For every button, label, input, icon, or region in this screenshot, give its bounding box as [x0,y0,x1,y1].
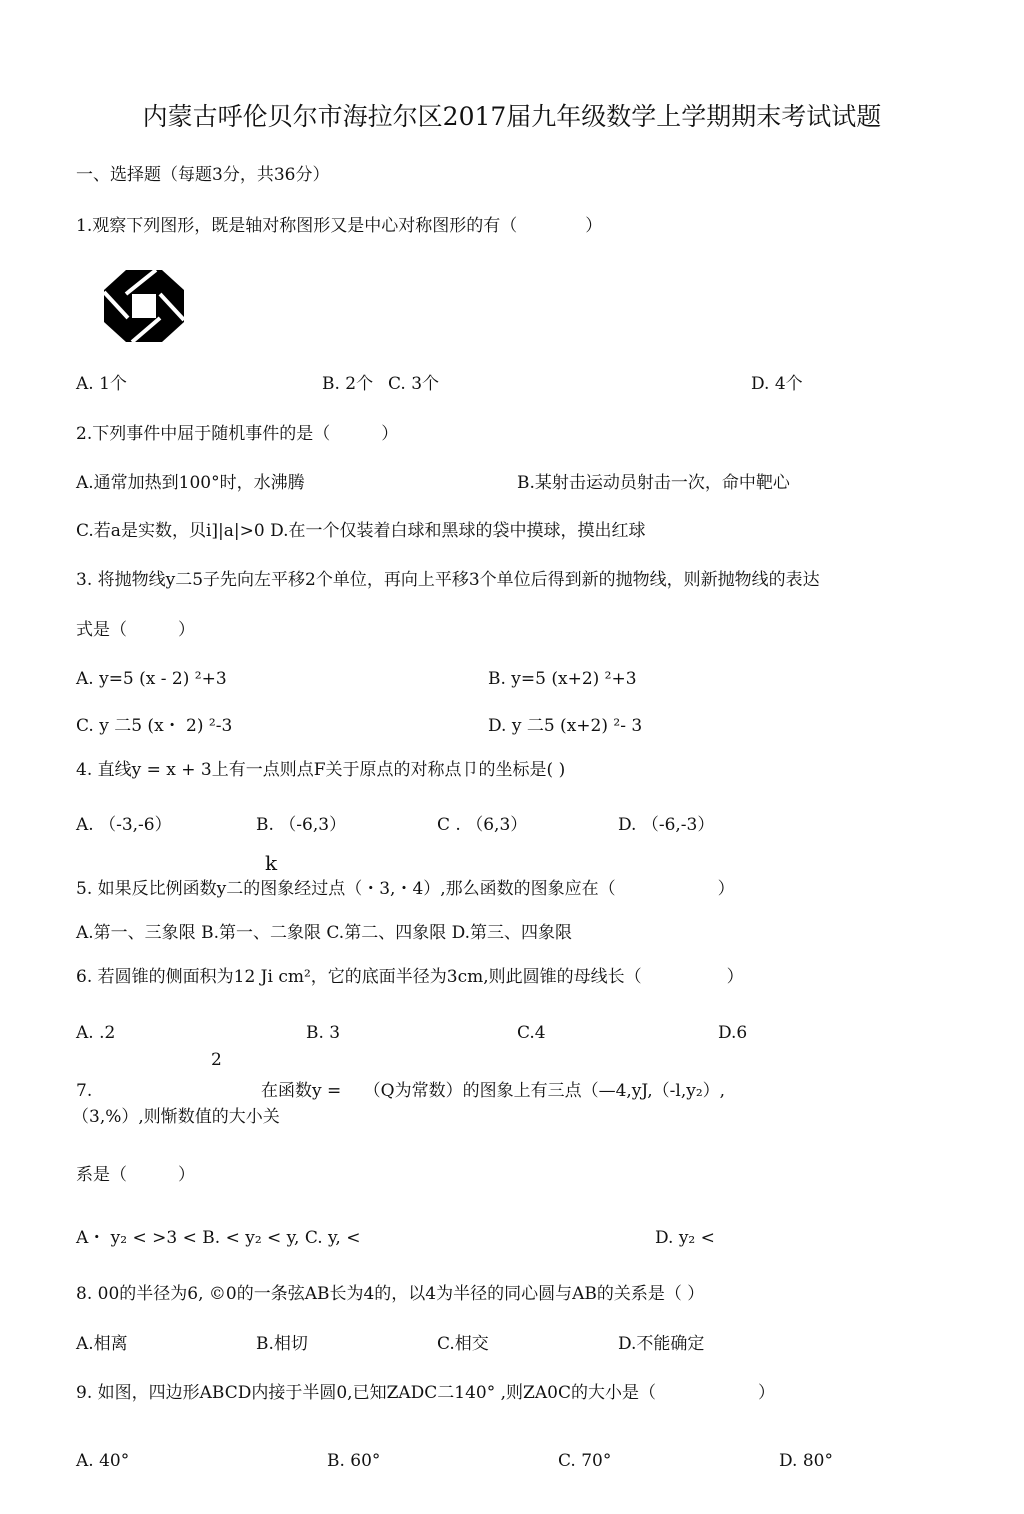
question-7-number: 7. [76,1081,93,1101]
question-3-stem-cont: 式是（ ） [76,620,195,640]
q7-option-d: D. y₂ < [655,1228,715,1248]
question-1-stem: 1.观察下列图形，既是轴对称图形又是中心对称图形的有（ ） [76,216,603,236]
question-6-stem: 6. 若圆锥的侧面积为12 Ji cm²，它的底面半径为3cm,则此圆锥的母线长（ ） [76,967,744,987]
q4-option-a: A. （-3,-6） [76,815,172,835]
q8-option-a: A.相离 [76,1334,128,1354]
q9-option-c: C. 70° [558,1451,612,1471]
q2-option-b: B.某射击运动员射击一次，命中靶心 [517,473,790,493]
q1-option-a: A. 1个 [76,374,127,394]
q6-option-b: B. 3 [306,1023,341,1043]
q8-option-d: D.不能确定 [618,1334,705,1354]
q3-option-b: B. y=5 (x+2) ²+3 [488,669,637,689]
q4-option-b: B. （-6,3） [256,815,347,835]
q2-options-cd: C.若a是实数，贝i]|a|>0 D.在一个仅装着白球和黑球的袋中摸球，摸出红球 [76,521,646,541]
question-5-stem: 5. 如果反比例函数y二的图象经过点（・3,・4）,那么函数的图象应在（ ） [76,879,735,899]
q8-option-c: C.相交 [437,1334,489,1354]
q1-option-b: B. 2个 [322,374,374,394]
q6-option-c: C.4 [517,1023,546,1043]
question-4-stem: 4. 直线y = x + 3上有一点则点F关于原点的对称点卩的坐标是( ) [76,760,566,780]
q1-option-d: D. 4个 [751,374,803,394]
q4-option-d: D. （-6,-3） [618,815,715,835]
question-7-stem-end: 系是（ ） [76,1165,195,1185]
q2-option-a: A.通常加热到100°时，水沸腾 [76,473,305,493]
question-7-stem: 在函数y = （Q为常数）的图象上有三点（—4,yJ,（-l,y₂）, [261,1081,726,1101]
q3-option-c: C. y 二5 (x・ 2) ²-3 [76,716,233,736]
question-9-stem: 9. 如图，四边形ABCD内接于半圆0,已知ZADC二140° ,则ZA0C的大小是（ ） [76,1383,775,1403]
question-8-stem: 8. 00的半径为6, ©0的一条弦AB长为4的，以4为半径的同心圆与AB的关系是（ ） [76,1284,705,1304]
q3-option-d: D. y 二5 (x+2) ²- 3 [488,716,643,736]
q5-options: A.第一、三象限 B.第一、二象限 C.第二、四象限 D.第三、四象限 [76,923,573,943]
q7-options-abc: A・ y₂ < >3 < B. < y₂ < y, C. y, < [76,1228,361,1248]
q8-option-b: B.相切 [256,1334,308,1354]
q4-option-c: C . （6,3） [437,815,528,835]
question-3-stem: 3. 将抛物线y二5子先向左平移2个单位，再向上平移3个单位后得到新的抛物线，则新抛物线的表达 [76,570,820,590]
question-2-stem: 2.下列事件中屈于随机事件的是（ ） [76,424,399,444]
q9-option-d: D. 80° [779,1451,833,1471]
section-heading: 一、选择题（每题3分，共36分） [76,165,330,185]
q9-option-a: A. 40° [76,1451,130,1471]
document-title: 内蒙古呼伦贝尔市海拉尔区2017届九年级数学上学期期末考试试题 [142,102,882,131]
q3-option-a: A. y=5 (x - 2) ²+3 [76,669,227,689]
q5-fraction-k: k [265,851,278,875]
q6-option-a: A. .2 [76,1023,116,1043]
q1-option-c: C. 3个 [388,374,440,394]
octagon-logo-figure [104,270,184,342]
q9-option-b: B. 60° [327,1451,381,1471]
q7-numerator: 2 [211,1050,222,1070]
question-7-stem-cont: （3,%）,则惭数值的大小关 [72,1107,280,1127]
q6-option-d: D.6 [718,1023,748,1043]
